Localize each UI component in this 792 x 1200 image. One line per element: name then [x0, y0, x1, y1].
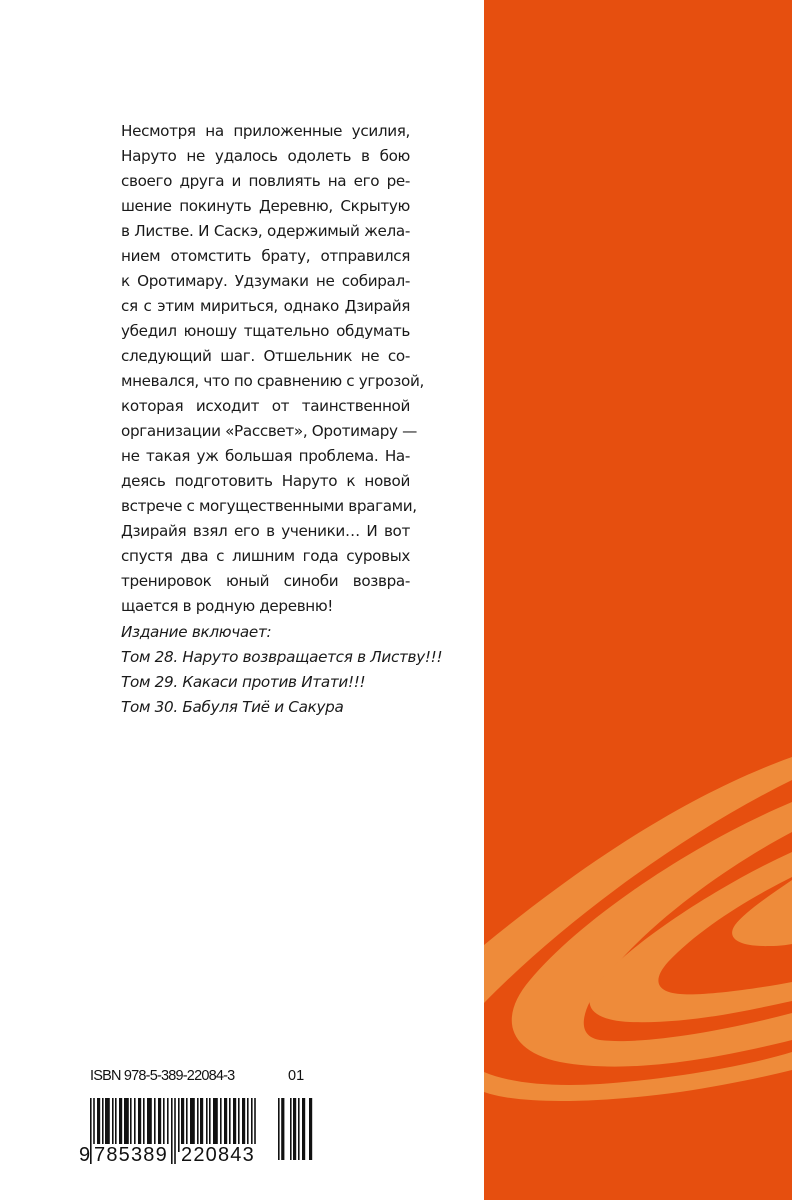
synopsis-line: следующий шаг. Отшельник не со- [121, 347, 410, 365]
synopsis-line: Несмотря на приложенные усилия, [121, 122, 410, 140]
edition-contents [121, 620, 461, 720]
synopsis-line: тренировок юный синоби возвра- [121, 572, 410, 590]
barcode-addon-bars [278, 1098, 318, 1160]
synopsis-line: Дзирайя взял его в ученики… И вот [121, 522, 410, 540]
synopsis-line: шение покинуть Деревню, Скрытую [121, 197, 410, 215]
barcode-digits-right: 220843 [181, 1144, 255, 1166]
synopsis-line: убедил юношу тщательно обдумать [121, 322, 410, 340]
synopsis-line: ся с этим мириться, однако Дзирайя [121, 297, 410, 315]
synopsis-line: к Оротимару. Удзумаки не собирал- [121, 272, 410, 290]
synopsis-line: нием отомстить брату, отправился [121, 247, 410, 265]
synopsis-line: не такая уж большая проблема. На- [121, 447, 410, 465]
synopsis-paragraph [121, 119, 424, 619]
synopsis-line: своего друга и повлиять на его ре- [121, 172, 410, 190]
swoosh-graphic [484, 0, 792, 1200]
synopsis-line: Наруто не удалось одолеть в бою [121, 147, 410, 165]
synopsis-line: в Листве. И Саскэ, одержимый жела- [121, 222, 410, 240]
synopsis-line: спустя два с лишним года суровых [121, 547, 410, 565]
orange-side-panel [484, 0, 792, 1200]
barcode-digit-first: 9 [79, 1144, 91, 1166]
contents-heading: Издание включает: [121, 623, 272, 641]
barcode-addon-label: 01 [288, 1068, 305, 1084]
synopsis-line: организации «Рассвет», Оротимару — [121, 422, 417, 440]
volume-item: Том 29. Какаси против Итати!!! [121, 673, 366, 691]
volume-item: Том 28. Наруто возвращается в Листву!!! [121, 648, 443, 666]
barcode-digits-left: 785389 [94, 1144, 168, 1166]
synopsis-line: деясь подготовить Наруто к новой [121, 472, 410, 490]
isbn-label: ISBN 978-5-389-22084-3 [90, 1068, 235, 1084]
volume-item: Том 30. Бабуля Тиё и Сакура [121, 698, 344, 716]
synopsis-line: которая исходит от таинственной [121, 397, 410, 415]
synopsis-line: мневался, что по сравнению с угрозой, [121, 372, 424, 390]
isbn-barcode [79, 1068, 344, 1168]
synopsis-line: встрече с могущественными врагами, [121, 497, 417, 515]
synopsis-line: щается в родную деревню! [121, 597, 334, 615]
